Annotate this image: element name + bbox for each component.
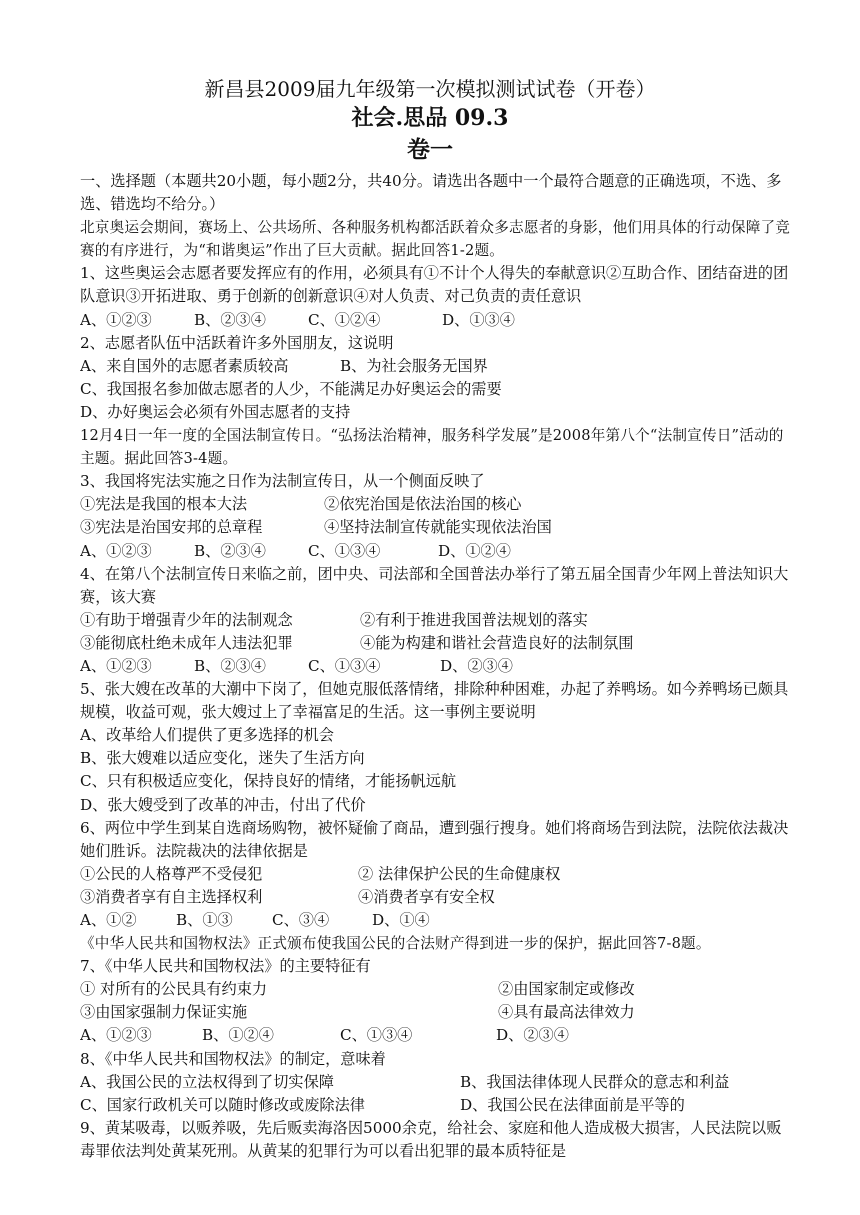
q6-statement-4: ④消费者享有安全权 [358, 887, 495, 906]
q3-statement-2: ②依宪治国是依法治国的核心 [324, 495, 522, 514]
q4-statement-1: ①有助于增强青少年的法制观念 [80, 610, 293, 629]
q4-statements-34 [80, 632, 792, 655]
q6-option-d: D、①④ [372, 911, 430, 929]
q2-option-b: B、为社会服务无国界 [340, 356, 488, 375]
q8-option-b: B、我国法律体现人民群众的意志和利益 [460, 1072, 730, 1091]
q8-options-cd [80, 1094, 792, 1117]
q7-option-d: D、②③④ [496, 1026, 569, 1045]
q3-statements-34 [80, 516, 792, 539]
q3-option-d: D、①②④ [438, 541, 511, 560]
q3-statements-12 [80, 493, 792, 516]
q4-stem: 4、在第八个法制宣传日来临之前，团中央、司法部和全国普法办举行了第五届全国青少年网上普法知识大赛，该大赛 [80, 564, 789, 606]
q8-option-d: D、我国公民在法律面前是平等的 [460, 1095, 685, 1114]
q6-option-c: C、③④ [272, 911, 330, 929]
q3-statement-1: ①宪法是我国的根本大法 [80, 495, 248, 514]
q2-option-a: A、来自国外的志愿者素质较高 [80, 356, 289, 375]
q8-options-ab [80, 1071, 792, 1094]
q4-option-d: D、②③④ [440, 656, 513, 675]
q7-statements-34 [80, 1001, 792, 1024]
q2-option-d: D、办好奥运会必须有外国志愿者的支持 [80, 402, 351, 421]
q6-statements-12 [80, 863, 792, 886]
material-olympics: 北京奥运会期间，赛场上、公共场所、各种服务机构都活跃着众多志愿者的身影，他们用具体的行动保障了竞赛的有序进行，为“和谐奥运”作出了巨大贡献。据此回答1-2题。 [80, 219, 791, 260]
q4-option-c: C、①③④ [308, 656, 381, 675]
exam-subject: 社会.思品 09.3 [351, 105, 509, 131]
q1-stem: 1、这些奥运会志愿者要发挥应有的作用，必须具有①不计个人得失的奉献意识②互助合作、团结奋进的团队意识③开拓进取、勇于创新的创新意识④对人负责、对己负责的责任意识 [80, 264, 789, 306]
q7-options [80, 1024, 792, 1047]
q6-statement-3: ③消费者享有自主选择权利 [80, 887, 263, 906]
q3-option-a: A、①②③ [80, 541, 152, 560]
q1-option-b: B、②③④ [194, 310, 266, 329]
exam-section: 卷一 [407, 136, 453, 163]
material-legal-day: 12月4日一年一度的全国法制宣传日。“弘扬法治精神，服务科学发展”是2008年第八个“法制宣传日”活动的主题。据此回答3-4题。 [80, 427, 784, 468]
q6-statement-2: ② 法律保护公民的生命健康权 [358, 864, 561, 883]
q6-option-b: B、①③ [176, 911, 233, 929]
q6-statements-34 [80, 886, 792, 909]
q7-statement-3: ③由国家强制力保证实施 [80, 1003, 248, 1022]
q1-options [80, 309, 792, 332]
q6-option-a: A、①② [80, 911, 137, 929]
q7-option-c: C、①③④ [340, 1026, 413, 1045]
q8-stem: 8、《中华人民共和国物权法》的制定，意味着 [80, 1049, 386, 1068]
q2-stem: 2、志愿者队伍中活跃着许多外国朋友，这说明 [80, 333, 394, 352]
q7-statements-12 [80, 978, 792, 1001]
exam-title: 新昌县2009届九年级第一次模拟测试试卷（开卷） [204, 77, 656, 101]
q7-statement-2: ②由国家制定或修改 [498, 980, 635, 999]
q3-stem: 3、我国将宪法实施之日作为法制宣传日，从一个侧面反映了 [80, 472, 485, 491]
q8-option-a: A、我国公民的立法权得到了切实保障 [80, 1072, 334, 1091]
q2-options-ab [80, 355, 792, 378]
q7-statement-4: ④具有最高法律效力 [498, 1003, 635, 1022]
q4-option-a: A、①②③ [80, 656, 152, 675]
q3-options [80, 540, 792, 563]
q1-option-c: C、①②④ [308, 310, 381, 329]
q4-options [80, 655, 792, 678]
q4-statement-2: ②有利于推进我国普法规划的落实 [360, 610, 588, 629]
q5-option-c: C、只有积极适应变化，保持良好的情绪，才能扬帆远航 [80, 772, 457, 791]
q1-option-d: D、①③④ [442, 310, 515, 329]
q5-stem: 5、张大嫂在改革的大潮中下岗了，但她克服低落情绪，排除种种困难，办起了养鸭场。如今养鸭场已颇具规模，收益可观，张大嫂过上了幸福富足的生活。这一事例主要说明 [80, 680, 789, 722]
q5-option-a: A、改革给人们提供了更多选择的机会 [80, 726, 334, 745]
q8-option-c: C、国家行政机关可以随时修改或废除法律 [80, 1095, 365, 1114]
q4-statement-3: ③能彻底杜绝未成年人违法犯罪 [80, 633, 293, 652]
q1-option-a: A、①②③ [80, 310, 152, 329]
q6-statement-1: ①公民的人格尊严不受侵犯 [80, 864, 263, 883]
material-property-law: 《中华人民共和国物权法》正式颁布使我国公民的合法财产得到进一步的保护，据此回答7-8题。 [80, 935, 711, 953]
q4-statements-12 [80, 609, 792, 632]
q7-option-b: B、①②④ [202, 1026, 274, 1045]
q5-option-d: D、张大嫂受到了改革的冲击，付出了代价 [80, 795, 366, 814]
q3-option-b: B、②③④ [194, 541, 266, 560]
q6-stem: 6、两位中学生到某自选商场购物，被怀疑偷了商品，遭到强行搜身。她们将商场告到法院，法院依法裁决她们胜诉。法院裁决的法律依据是 [80, 818, 789, 860]
q6-options [80, 909, 792, 932]
q7-statement-1: ① 对所有的公民具有约束力 [80, 980, 268, 999]
q3-statement-4: ④坚持法制宣传就能实现依法治国 [324, 518, 552, 537]
q7-option-a: A、①②③ [80, 1026, 152, 1045]
q2-option-c: C、我国报名参加做志愿者的人少，不能满足办好奥运会的需要 [80, 379, 502, 398]
q4-statement-4: ④能为构建和谐社会营造良好的法制氛围 [360, 633, 634, 652]
q5-option-b: B、张大嫂难以适应变化，迷失了生活方向 [80, 749, 365, 768]
q7-stem: 7、《中华人民共和国物权法》的主要特征有 [80, 957, 371, 976]
q4-option-b: B、②③④ [194, 656, 266, 675]
section-instruction: 一、选择题（本题共20小题，每小题2分，共40分。请选出各题中一个最符合题意的正确选项，不选、多选、错选均不给分。） [80, 172, 782, 214]
q9-stem: 9、黄某吸毒，以贩养吸，先后贩卖海洛因5000余克，给社会、家庭和他人造成极大损害，人民法院以贩毒罪依法判处黄某死刑。从黄某的犯罪行为可以看出犯罪的最本质特征是 [80, 1118, 782, 1160]
q3-option-c: C、①③④ [308, 541, 381, 560]
q3-statement-3: ③宪法是治国安邦的总章程 [80, 518, 263, 537]
question-body [80, 170, 792, 1163]
